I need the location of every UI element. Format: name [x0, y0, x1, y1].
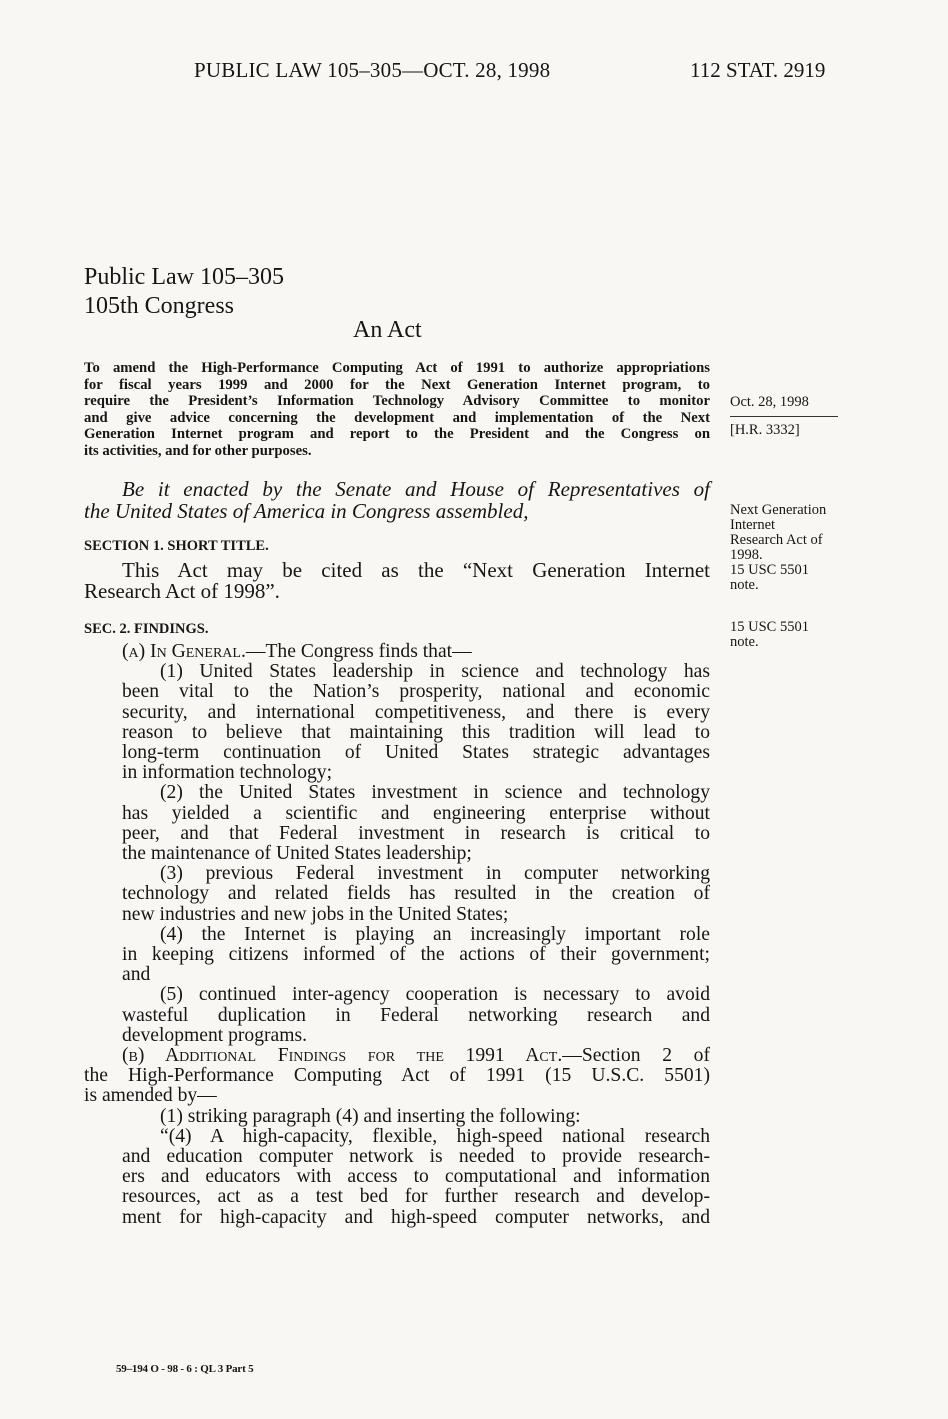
body-line: “(4) A high-capacity, flexible, high-speed national research [160, 1125, 710, 1147]
enactment-date: Oct. 28, 1998 [730, 394, 809, 410]
divider [730, 416, 838, 417]
body-line: (3) previous Federal investment in computer networking [160, 863, 710, 885]
subsection-b-label: (b) Additional Findings for the 1991 Act. [122, 1045, 563, 1067]
body-line: ers and educators with access to computational and information [122, 1166, 710, 1188]
paragraph-4 [122, 925, 710, 986]
margin-note-line: Internet [730, 517, 776, 533]
margin-note-line: 1998. [730, 547, 763, 563]
body-line: is amended by— [84, 1085, 217, 1107]
subsection-a-label: (a) In General. [122, 641, 246, 662]
purpose-line: To amend the High-Performance Computing Act of 1991 to authorize appropriations [84, 360, 710, 376]
section-1-heading: SECTION 1. SHORT TITLE. [84, 538, 269, 554]
body-line: technology and related fields has resulted in the creation of [122, 883, 710, 905]
body-line: peer, and that Federal investment in research is critical to [122, 822, 710, 844]
body-line: (2) the United States investment in science and technology [160, 782, 710, 804]
purpose-line: and give advice concerning the development and implementation of the Next [84, 409, 710, 426]
paragraph-1 [122, 662, 710, 783]
body-line: (1) United States leadership in science and technology has [160, 661, 710, 683]
body-line: (5) continued inter-agency cooperation is necessary to avoid [160, 984, 710, 1006]
subsection-a-text: —The Congress finds that— [245, 641, 472, 662]
paragraph-5 [122, 985, 710, 1046]
page-citation: 112 STAT. 2919 [690, 58, 826, 82]
congress-number: 105th Congress [84, 293, 234, 319]
body-line: wasteful duplication in Federal networking research and [122, 1004, 710, 1026]
quoted-paragraph-4 [122, 1127, 710, 1228]
amendment-item-1 [122, 1107, 710, 1127]
body-line: in keeping citizens informed of the actions of their government; [122, 944, 710, 966]
enacting-line: the United States of America in Congress assembled, [84, 499, 529, 523]
body-line: and [122, 964, 151, 986]
body-line: reason to believe that maintaining this tradition will lead to [122, 721, 710, 743]
margin-note-line: note. [730, 577, 759, 593]
purpose-line: require the President’s Information Technology Advisory Committee to monitor [84, 393, 710, 410]
purpose-line: Generation Internet program and report to the President and the Congress on [84, 426, 710, 443]
section-1-body [84, 560, 710, 601]
enacting-line: Be it enacted by the Senate and House of Representatives of [122, 477, 710, 501]
margin-note-line: 15 USC 5501 [730, 562, 809, 578]
bill-number: [H.R. 3332] [730, 422, 800, 438]
body-line: and education computer network is needed to provide research- [122, 1146, 710, 1168]
purpose-clause [84, 360, 710, 460]
margin-note-short-title [730, 503, 850, 593]
body-line: development programs. [122, 1024, 308, 1046]
purpose-line: for fiscal years 1999 and 2000 for the Next Generation Internet program, to [84, 376, 710, 393]
margin-note-line: Research Act of [730, 532, 823, 548]
print-job-footer: 59–194 O - 98 - 6 : QL 3 Part 5 [116, 1363, 254, 1375]
body-line: been vital to the Nation’s prosperity, national and economic [122, 681, 710, 703]
body-line: Research Act of 1998”. [84, 578, 280, 603]
margin-note-date [730, 395, 840, 438]
margin-note-section-2 [730, 620, 850, 650]
body-line: security, and international competitiveness, and there is every [122, 701, 710, 723]
body-line: (4) the Internet is playing an increasingly important role [160, 923, 710, 945]
subsection-b [84, 1046, 710, 1066]
paragraph-3 [122, 864, 710, 925]
body-line: This Act may be cited as the “Next Generation Internet [122, 558, 710, 582]
margin-note-line: 15 USC 5501 [730, 619, 809, 635]
purpose-line: its activities, and for other purposes. [84, 442, 312, 459]
margin-note-line: Next Generation [730, 502, 827, 518]
body-line: (1) striking paragraph (4) and inserting the following: [160, 1105, 581, 1127]
enacting-clause [84, 478, 710, 522]
margin-note-line: note. [730, 634, 759, 650]
body-line: the maintenance of United States leadership; [122, 843, 472, 865]
section-2-heading: SEC. 2. FINDINGS. [84, 621, 209, 637]
subsection-b-text: —Section 2 of [562, 1045, 710, 1067]
body-line: long-term continuation of United States strategic advantages [122, 742, 710, 764]
body-line: the High-Performance Computing Act of 1991 (15 U.S.C. 5501) [84, 1065, 710, 1087]
body-line: new industries and new jobs in the United States; [122, 903, 509, 925]
subsection-a [84, 642, 710, 662]
body-line: in information technology; [122, 762, 333, 784]
body-line: ment for high-capacity and high-speed computer networks, and [122, 1206, 710, 1228]
an-act-heading: An Act [353, 317, 422, 343]
paragraph-2 [122, 783, 710, 864]
body-line: resources, act as a test bed for further research and develop- [122, 1186, 710, 1208]
body-line: has yielded a scientific and engineering enterprise without [122, 802, 710, 824]
law-title-block [84, 263, 284, 321]
section-2-body [84, 642, 710, 1228]
running-header-left: PUBLIC LAW 105–305—OCT. 28, 1998 [194, 58, 551, 82]
public-law-number: Public Law 105–305 [84, 264, 284, 290]
